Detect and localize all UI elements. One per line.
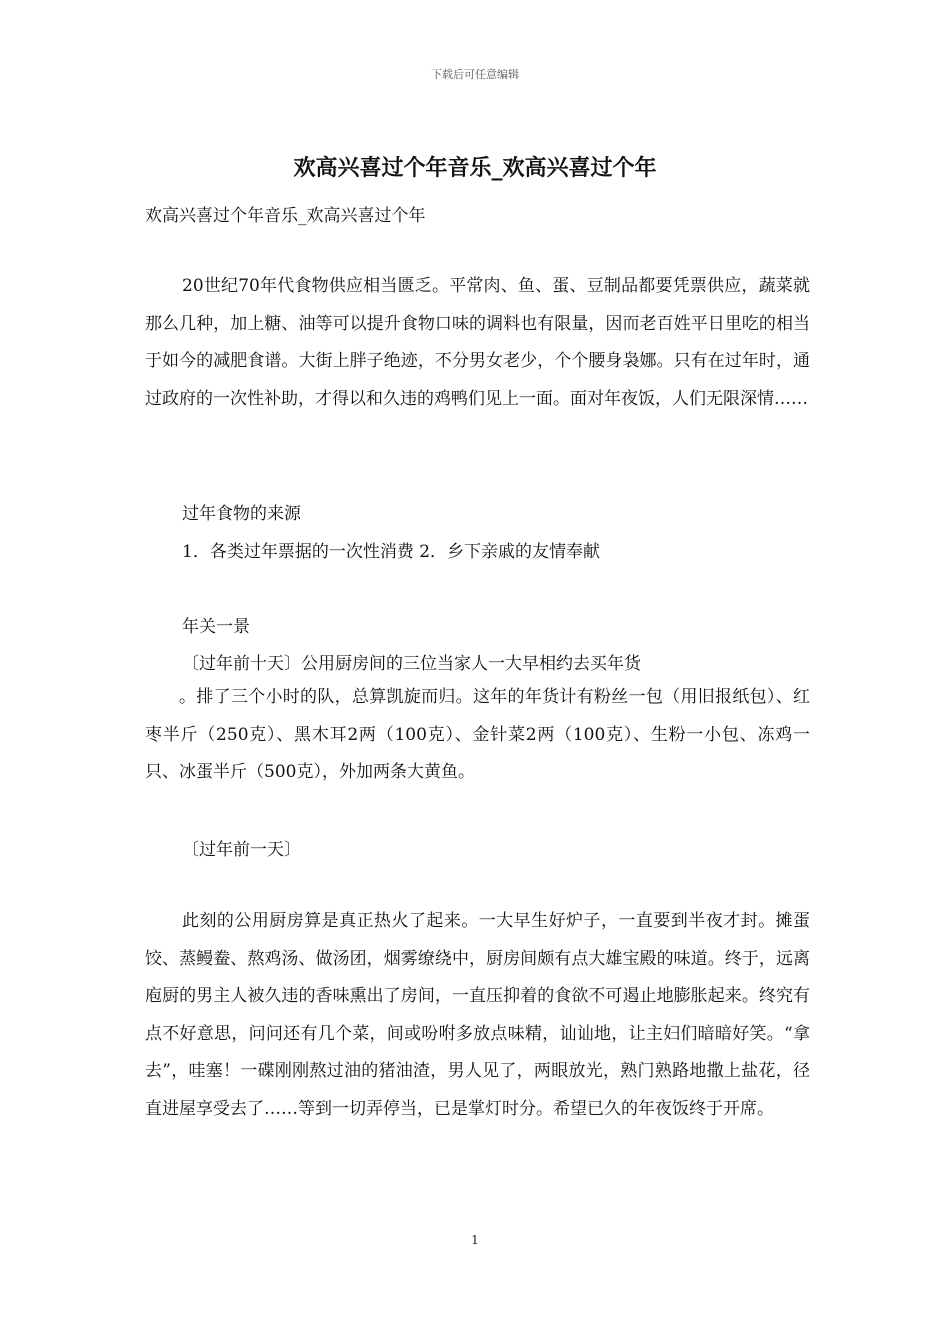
section2-heading: 年关一景 [182,617,250,637]
intro-paragraph: 20世纪70年代食物供应相当匮乏。平常肉、鱼、蛋、豆制品都要凭票供应，蔬菜就那么几种，加上糖、油等可以提升食物口味的调料也有限量，因而老百姓平日里吃的相当于如今的减肥食谱。大街上胖子绝迹，不分男女老少，个个腰身袅娜。只有在过年时，通过政府的一次性补助，才得以和久违的鸡鸭们见上一面。面对年夜饭，人们无限深情…… [145,276,810,409]
page-header-note: 下载后可任意编辑 [431,68,519,81]
document-subtitle: 欢高兴喜过个年音乐_欢高兴喜过个年 [145,206,426,226]
section2-line: 〔过年前十天〕公用厨房间的三位当家人一大早相约去买年货 [182,654,641,674]
section1-heading: 过年食物的来源 [182,504,301,524]
section2-body: 。排了三个小时的队，总算凯旋而归。这年的年货计有粉丝一包（用旧报纸包）、红枣半斤（250克）、黑木耳2两（100克）、金针菜2两（100克）、生粉一小包、冻鸡一只、冰蛋半斤（500克），外加两条大黄鱼。 [145,687,810,782]
section1-list: 1．各类过年票据的一次性消费 2．乡下亲戚的友情奉献 [182,542,601,562]
page-number: 1 [471,1233,479,1247]
section3-heading: 〔过年前一天〕 [182,840,301,860]
document-title: 欢高兴喜过个年音乐_欢高兴喜过个年 [293,155,657,181]
section3-body: 此刻的公用厨房算是真正热火了起来。一大早生好炉子，一直要到半夜才封。摊蛋饺、蒸鳗鲞、熬鸡汤、做汤团，烟雾缭绕中，厨房间颇有点大雄宝殿的味道。终于，远离庖厨的男主人被久违的香味熏出了房间，一直压抑着的食欲不可遏止地膨胀起来。终究有点不好意思，问问还有几个菜，间或吩咐多放点味精，讪讪地，让主妇们暗暗好笑。“拿去”，哇塞！一碟刚刚熬过油的猪油渣，男人见了，两眼放光，熟门熟路地撒上盐花，径直进屋享受去了……等到一切弄停当，已是掌灯时分。希望已久的年夜饭终于开席。 [145,911,810,1119]
